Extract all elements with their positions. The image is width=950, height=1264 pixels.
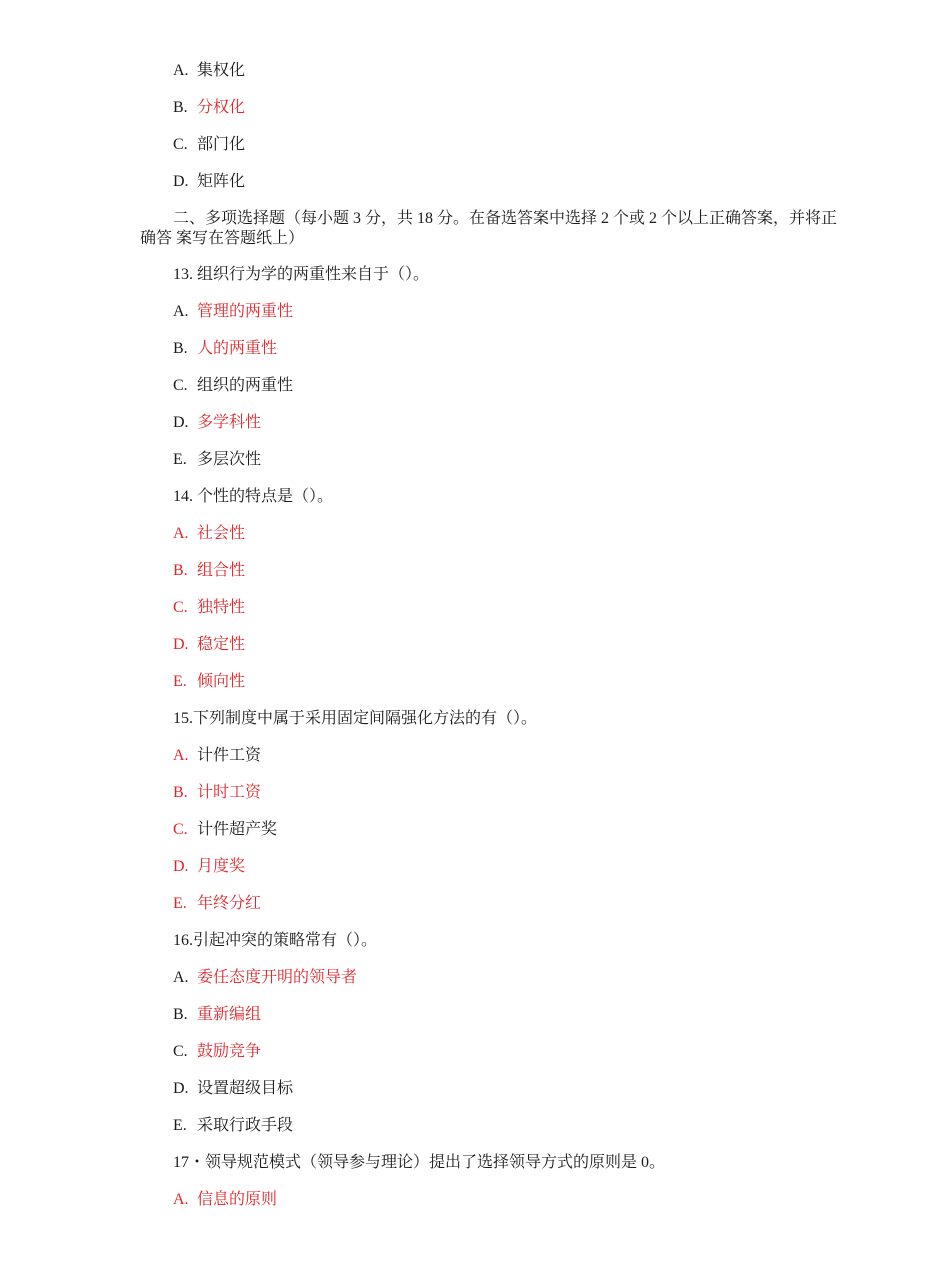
option-text: 年终分红: [197, 895, 262, 912]
q16-option-d: D. 设置超级目标: [173, 1080, 294, 1097]
option-text: 人的两重性: [197, 340, 278, 357]
q14-option-a: A. 社会性: [173, 525, 246, 542]
q12-option-d: D. 矩阵化: [173, 173, 246, 190]
option-text: 设置超级目标: [197, 1080, 294, 1097]
q15-option-a: A. 计件工资: [173, 747, 262, 764]
q16-option-e: E. 采取行政手段: [173, 1117, 294, 1134]
q14-stem: 14. 个性的特点是（）。: [173, 488, 334, 505]
q17-option-a: A. 信息的原则: [173, 1191, 278, 1208]
q14-option-d: D. 稳定性: [173, 636, 246, 653]
q16-stem: 16.引起冲突的策略常有（）。: [173, 932, 378, 949]
q15-option-b: B. 计时工资: [173, 784, 262, 801]
q15-option-e: E. 年终分红: [173, 895, 262, 912]
q13-stem: 13. 组织行为学的两重性来自于（）。: [173, 266, 430, 283]
option-text: 倾向性: [197, 673, 246, 690]
q13-option-a: A. 管理的两重性: [173, 303, 294, 320]
option-text: 管理的两重性: [197, 303, 294, 320]
q15-stem: 15.下列制度中属于采用固定间隔强化方法的有（）。: [173, 710, 538, 727]
q12-option-b: B. 分权化: [173, 99, 246, 116]
option-text: 部门化: [197, 136, 246, 153]
option-text: 多学科性: [197, 414, 262, 431]
option-text: 计时工资: [197, 784, 262, 801]
option-text: 多层次性: [197, 451, 262, 468]
q14-option-c: C. 独特性: [173, 599, 246, 616]
option-text: 委任态度开明的领导者: [197, 969, 358, 986]
q13-option-b: B. 人的两重性: [173, 340, 278, 357]
option-text: 计件超产奖: [197, 821, 278, 838]
option-text: 矩阵化: [197, 173, 246, 190]
section-2-line-1: 二、多项选择题（每小题 3 分，共 18 分。在备选答案中选择 2 个或 2 个以上正确答案，并将正: [173, 210, 838, 227]
q12-option-a: A. 集权化: [173, 62, 246, 79]
option-text: 月度奖: [197, 858, 246, 875]
q14-option-b: B. 组合性: [173, 562, 246, 579]
q17-stem: 17・领导规范模式（领导参与理论）提出了选择领导方式的原则是 0。: [173, 1154, 666, 1171]
option-text: 重新编组: [197, 1006, 262, 1023]
option-text: 组合性: [197, 562, 246, 579]
q13-option-d: D. 多学科性: [173, 414, 262, 431]
q16-option-a: A. 委任态度开明的领导者: [173, 969, 358, 986]
q15-option-c: C. 计件超产奖: [173, 821, 278, 838]
q12-option-c: C. 部门化: [173, 136, 246, 153]
q16-option-b: B. 重新编组: [173, 1006, 262, 1023]
section-2-heading: [140, 209, 864, 249]
option-text: 集权化: [197, 62, 246, 79]
q14-option-e: E. 倾向性: [173, 673, 246, 690]
option-text: 社会性: [197, 525, 246, 542]
option-text: 计件工资: [197, 747, 262, 764]
q15-option-d: D. 月度奖: [173, 858, 246, 875]
option-text: 分权化: [197, 99, 246, 116]
q13-option-c: C. 组织的两重性: [173, 377, 294, 394]
section-2-line-2: 确答 案写在答题纸上）: [140, 230, 305, 247]
option-text: 组织的两重性: [197, 377, 294, 394]
option-text: 采取行政手段: [197, 1117, 294, 1134]
q16-option-c: C. 鼓励竞争: [173, 1043, 262, 1060]
option-text: 信息的原则: [197, 1191, 278, 1208]
option-text: 独特性: [197, 599, 246, 616]
q13-option-e: E. 多层次性: [173, 451, 262, 468]
option-text: 稳定性: [197, 636, 246, 653]
option-text: 鼓励竞争: [197, 1043, 262, 1060]
